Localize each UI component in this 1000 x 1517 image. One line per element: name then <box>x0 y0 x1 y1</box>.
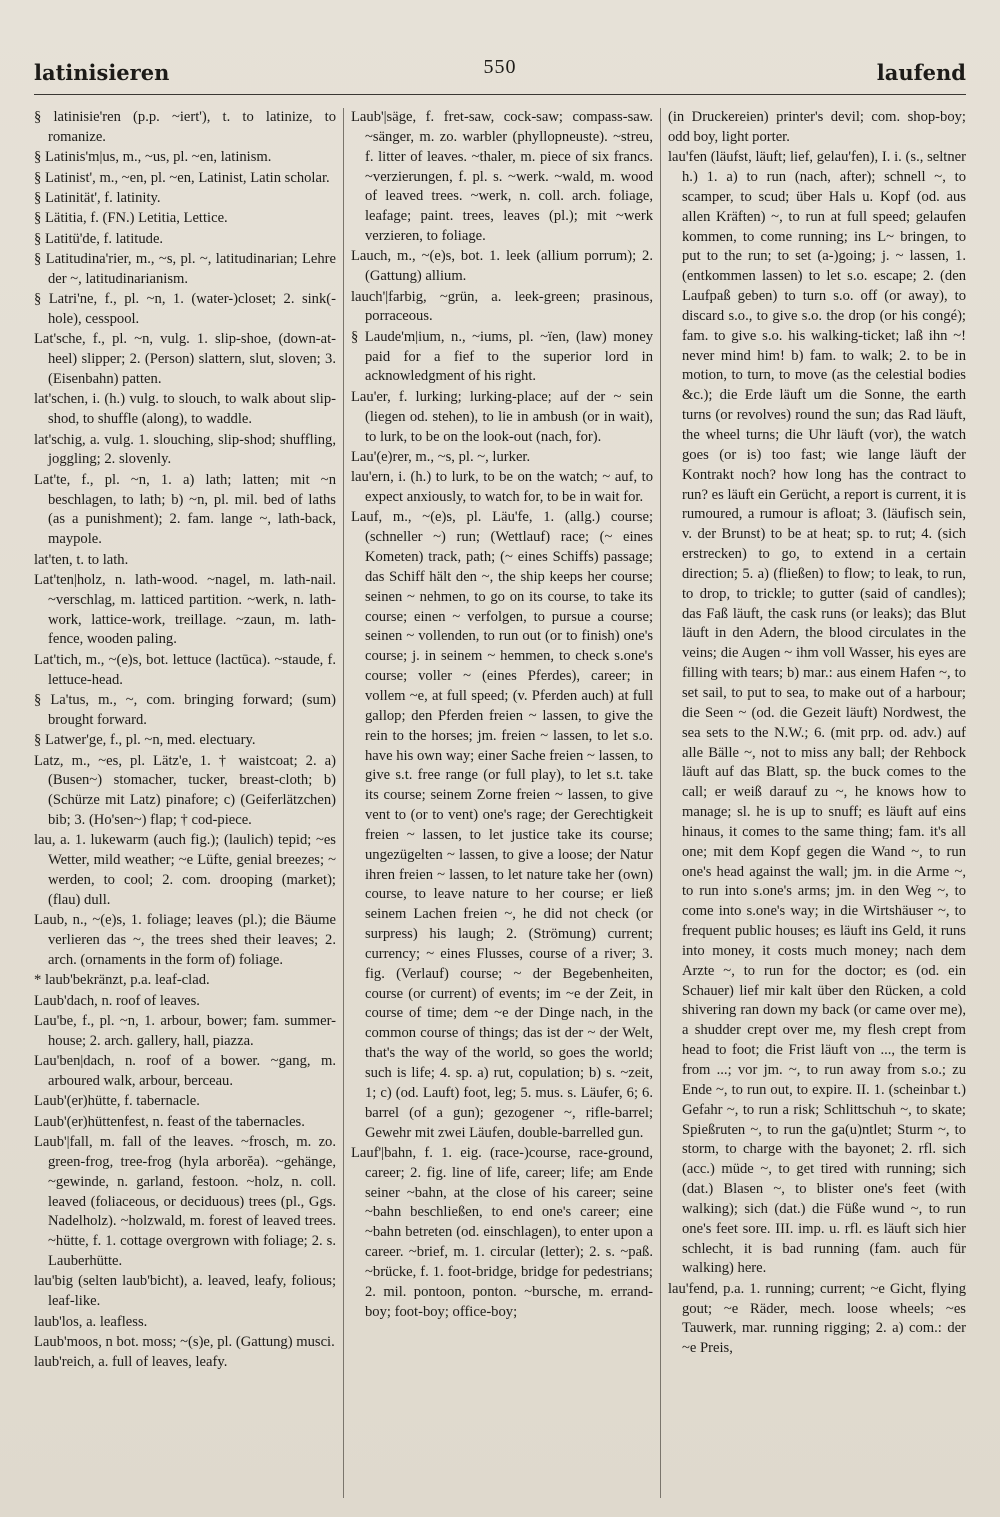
text-columns <box>34 108 966 1498</box>
page-number: 550 <box>483 56 517 78</box>
dictionary-entry: lauch'|farbig, ~grün, a. leek-green; prasinous, porraceous. <box>351 288 653 325</box>
column-divider-1 <box>343 108 344 1498</box>
dictionary-entry: § Laude'm|ium, n., ~iums, pl. ~ïen, (law) money paid for a fief to the superior lord in acknowledgment of his right. <box>351 328 653 385</box>
dictionary-entry: Lat'te, f., pl. ~n, 1. a) lath; latten; mit ~n beschlagen, to lath; b) ~n, pl. mil. bed of laths (as a punishment); 2. fam. lange ~, lath-back, maypole. <box>34 471 336 548</box>
dictionary-entry: Lauch, m., ~(e)s, bot. 1. leek (allium porrum); 2. (Gattung) allium. <box>351 248 653 285</box>
dictionary-entry: Lat'ten|holz, n. lath-wood. ~nagel, m. lath-nail. ~verschlag, m. latticed partition. ~werk, n. lath-work, lattice-work, treillage. ~zaun, m. lath-fence, wooden paling. <box>34 571 336 648</box>
dictionary-entry: Lauf'|bahn, f. 1. eig. (race-)course, race-ground, career; 2. fig. line of life, career; life; am Ende seiner ~bahn, at the close of his career; seine ~bahn beschließen, to end one's career; eine ~bahn betreten (od. einschlagen), to enter upon a career. ~brief, m. 1. circular (letter); 2. s. ~paß. ~brücke, f. 1. foot-bridge, bridge for pedestrians; 2. mil. pontoon, ponton. ~bursche, m. errand-boy; foot-boy; office-boy; <box>351 1144 653 1320</box>
dictionary-entry: Lat'sche, f., pl. ~n, vulg. 1. slip-shoe, (down-at-heel) slipper; 2. (Person) slattern, slut, sloven; 3. (Eisenbahn) patten. <box>34 331 336 387</box>
dictionary-entry: Lau'(e)rer, m., ~s, pl. ~, lurker. <box>351 448 531 465</box>
dictionary-entry: Lau'be, f., pl. ~n, 1. arbour, bower; fam. summer-house; 2. arch. gallery, hall, piazza. <box>34 1012 336 1049</box>
column-1 <box>34 108 336 1498</box>
dictionary-entry: Laub'|säge, f. fret-saw, cock-saw; compass-saw. ~sänger, m. zo. warbler (phyllopneuste). ~streu, f. litter of leaves. ~thaler, m. piece of six francs. ~verzierungen, f. pl. s. ~werk. ~wald, m. wood of leaved trees. ~werk, n. coll. arch. foliage, leafage; paint. trees, leaves (pl.); mit ~werk verzieren, to foliage. <box>351 109 653 245</box>
dictionary-entry: § Lätitia, f. (FN.) Letitia, Lettice. <box>34 210 228 227</box>
dictionary-entry: Lat'tich, m., ~(e)s, bot. lettuce (lactūca). ~staude, f. lettuce-head. <box>34 651 336 688</box>
dictionary-entry: § La'tus, m., ~, com. bringing forward; (sum) brought forward. <box>34 691 336 728</box>
dictionary-entry: Lau'er, f. lurking; lurking-place; auf der ~ sein (liegen od. stehen), to lie in ambush (or in wait), to lurk, to be on the look-out (nach, for). <box>351 388 653 445</box>
dictionary-entry: laub'reich, a. full of leaves, leafy. <box>34 1354 228 1371</box>
dictionary-entry: * laub'bekränzt, p.a. leaf-clad. <box>34 972 210 989</box>
dictionary-entry: § latinisie'ren (p.p. ~iert'), t. to latinize, to romanize. <box>34 109 336 145</box>
dictionary-entry: lau'big (selten laub'bicht), a. leaved, leafy, folious; leaf-like. <box>34 1273 336 1310</box>
dictionary-entry: § Latinist', m., ~en, pl. ~en, Latinist, Latin scholar. <box>34 169 330 186</box>
dictionary-entry: Latz, m., ~es, pl. Lätz'e, 1. † waistcoat; 2. a) (Busen~) stomacher, tucker, breast-cloth; b) (Schürze mit Latz) pinafore; c) (Geiferlätzchen) bib; 3. (Ho'sen~) flap; † cod-piece. <box>34 752 336 829</box>
dictionary-entry: Laub'(er)hüttenfest, n. feast of the tabernacles. <box>34 1113 305 1130</box>
dictionary-entry: Laub'moos, n bot. moss; ~(s)e, pl. (Gattung) musci. <box>34 1333 335 1350</box>
dictionary-entry: § Latwer'ge, f., pl. ~n, med. electuary. <box>34 732 256 749</box>
dictionary-entry: lau'fend, p.a. 1. running; current; ~e Gicht, flying gout; ~e Räder, mech. loose wheels; ~es Tauwerk, mar. running rigging; 2. a) com.: der ~e Preis, <box>668 1280 966 1357</box>
column-divider-2 <box>660 108 661 1498</box>
dictionary-entry: Laub, n., ~(e)s, 1. foliage; leaves (pl.); die Bäume verlieren das ~, the trees shed their leaves; 2. arch. (ornaments in the form of) foliage. <box>34 912 336 968</box>
dictionary-entry: § Latinität', f. latinity. <box>34 189 161 206</box>
header-rule <box>34 94 966 95</box>
dictionary-entry: lat'schen, i. (h.) vulg. to slouch, to walk about slip-shod, to shuffle (along), to waddle. <box>34 391 336 428</box>
dictionary-entry: lat'schig, a. vulg. 1. slouching, slip-shod; shuffling, joggling; 2. slovenly. <box>34 431 336 468</box>
dictionary-entry: Lauf, m., ~(e)s, pl. Läu'fe, 1. (allg.) course; (schneller ~) run; (Wettlauf) race; (~ eines Kometen) track, path; (~ eines Schiffs) passage; das Schiff hält den ~, the ship keeps her course; seinen ~ nehmen, to go on its course, to take its course; einen ~ verfolgen, to pursue a course; seinen ~ vollenden, to run out (or to finish) one's course; j. in seinem ~ hemmen, to check s.one's course; voller ~ (eines Pferdes), career; in vollem ~e, at full speed; (v. Pferden auch) at full gallop; den Pferden freien ~ lassen, to give the rein to the horses; jm. freien ~ lassen, to let s.o. have his own way; einer Sache freien ~ lassen, to give s.t. free range (or full play), to let s.t. take its course; seinem Zorne freien ~ lassen, to give vent to (or to vent) one's rage; der Gerechtigkeit freien ~ lassen, to let justice take its course; ungezügelten ~ lassen, to give a loose; der Natur ihren freien ~ lassen, to let nature take her (own) course, to leave nature to her course; er ließ seinem Lachen freien ~, he did not check (or surpress) his laugh; 2. (Strömung) current; currency; ~ eines Flusses, course of a river; 3. fig. (Verlauf) course; ~ der Begebenheiten, course (or current) of events; im ~e der Zeit, in course of time; dem ~e der Dinge nach, in the common course of things; das ist der ~ der Welt, that's the way of the world, so goes the world; such is life; 4. sp. a) rut, copulation; b) s. ~zeit, 1; c) (od. Lauft) foot, leg; 5. mus. s. Läufer, 6; 6. barrel (of a gun); gezogener ~, rifle-barrel; Gewehr mit zwei Läufen, double-barrelled gun. <box>351 509 653 1141</box>
dictionary-entry: lat'ten, t. to lath. <box>34 551 129 568</box>
dictionary-entry: lau'fen (läufst, läuft; lief, gelau'fen), I. i. (s., seltner h.) 1. a) to run (nach, after); schnell ~, to scamper, to scud; über Hals u. Kopf (od. aus allen Kräften) ~, to run at full speed; gelaufen kommen, to come running; ins L~ bringen, to put to the run; to set (a-)going; j. ~ lassen, 1. (entkommen lassen) to let s.o. escape; 2. (den Laufpaß geben) to turn s.o. off (or away), to discard s.o., to give s.o. the drop (or his congé); fam. to give s.o. his walking-ticket; laß ihn ~! never mind him! b) fam. to walk; 2. to be in motion, to turn, to move (as the celestial bodies &c.); die Erde läuft um die Sonne, the earth turns (or revolves) round the sun; das Rad läuft, the wheel turns; die Uhr läuft (vor), the watch goes (or is) too fast; wie lange läuft der Kontrakt noch? how long has the contract to run? es läuft ein Gerücht, a report is current, it is rumoured, a rumour is afloat; 3. (läufisch sein, v. der Brunst) to be at heat; sp. to rut; 4. (sich erstrecken) to go, to extend in a certain direction; 5. a) (fließen) to flow; to leak, to run, to drop, to trickle; to gutter (said of candles); das Faß läuft, the cask runs (or leaks); das Blut läuft in den Adern, the blood circulates in the veins; die Augen ~ ihm voll Wasser, his eyes are filling with tears; b) mar.: aus einem Hafen ~, to set sail, to put to sea, to make out of a harbour; die Seen ~ (od. die Gezeit läuft) Nordwest, the sea sets to the N.W.; 6. (mit prp. od. adv.) auf alle Bälle ~, not to miss any ball; der Rehbock läuft auf das Blatt, sp. the buck comes to the call; er weiß darauf zu ~, he knows how to manage; sl. he is up to snuff; es läuft auf eins hinaus, it comes to the same thing; fam. it's all one; mit dem Kopf gegen die Wand ~, to run one's head against the wall; jm. in die Arme ~, to run into s.one's arms; jm. in den Weg ~, to come into s.one's way; in die Wirtshäuser ~, to frequent public houses; es läuft ins Geld, it runs into money, it costs much money; nach dem Arzte ~, to run for the doctor; es (od. ein Schauer) lief mir kalt über den Rücken, a cold shivering ran down my back (or came over me), a shudder crept over me, my flesh crept from head to foot; die Frist läuft von ..., the term is from ...; vor jm. ~, to run away from s.o.; zu Ende ~, to run out, to expire. II. 1. (scheinbar t.) Gefahr ~, to run a risk; Schlittschuh ~, to skate; Spießruten ~, to run the ga(u)ntlet; Sturm ~, to storm, to charge with the bayonet; 2. rfl. sich (acc.) müde ~, to get tired with running; sich (dat.) Blasen ~, to blister one's feet (with walking); sich (dat.) die Füße wund ~, to run one's feet sore. III. imp. u. rfl. es läuft sich hier schlecht, it is bad running (fam. auch für walking) here. <box>668 149 966 1277</box>
dictionary-entry: Laub'(er)hütte, f. tabernacle. <box>34 1093 200 1110</box>
dictionary-entry: Laub'|fall, m. fall of the leaves. ~frosch, m. zo. green-frog, tree-frog (hyla arborĕa). ~gehänge, ~gewinde, n. garland, festoon. ~holz, n. coll. leaved (foliaceous, or deciduous) trees (pl., Ggs. Nadelholz). ~holzwald, m. forest of leaved trees. ~hütte, f. 1. cottage overgrown with foliage; 2. s. Lauberhütte. <box>34 1134 336 1270</box>
dictionary-entry: Lau'ben|dach, n. roof of a bower. ~gang, m. arboured walk, arbour, berceau. <box>34 1053 336 1089</box>
column-2 <box>351 108 653 1498</box>
dictionary-entry: laub'los, a. leafless. <box>34 1313 148 1330</box>
dictionary-entry: § Latri'ne, f., pl. ~n, 1. (water-)closet; 2. sink(-hole), cesspool. <box>34 291 336 327</box>
dictionary-entry: § Latinis'm|us, m., ~us, pl. ~en, latinism. <box>34 149 272 166</box>
running-header <box>34 56 966 92</box>
dictionary-entry: (in Druckereien) printer's devil; com. shop-boy; odd boy, light porter. <box>668 109 966 145</box>
header-first-word: latinisieren <box>34 60 170 85</box>
dictionary-entry: Laub'dach, n. roof of leaves. <box>34 992 200 1009</box>
column-3 <box>668 108 966 1498</box>
dictionary-entry: lau'ern, i. (h.) to lurk, to be on the watch; ~ auf, to expect anxiously, to watch for, to be in wait for. <box>351 469 653 506</box>
dictionary-entry: § Latitudina'rier, m., ~s, pl. ~, latitudinarian; Lehre der ~, latitudinarianism. <box>34 250 336 287</box>
dictionary-entry: lau, a. 1. lukewarm (auch fig.); (laulich) tepid; ~es Wetter, mild weather; ~e Lüfte, genial breezes; ~ werden, to cool; 2. com. drooping (market); (flau) dull. <box>34 832 336 908</box>
header-last-word: laufend <box>876 60 966 85</box>
dictionary-entry: § Latitü'de, f. latitude. <box>34 230 164 247</box>
